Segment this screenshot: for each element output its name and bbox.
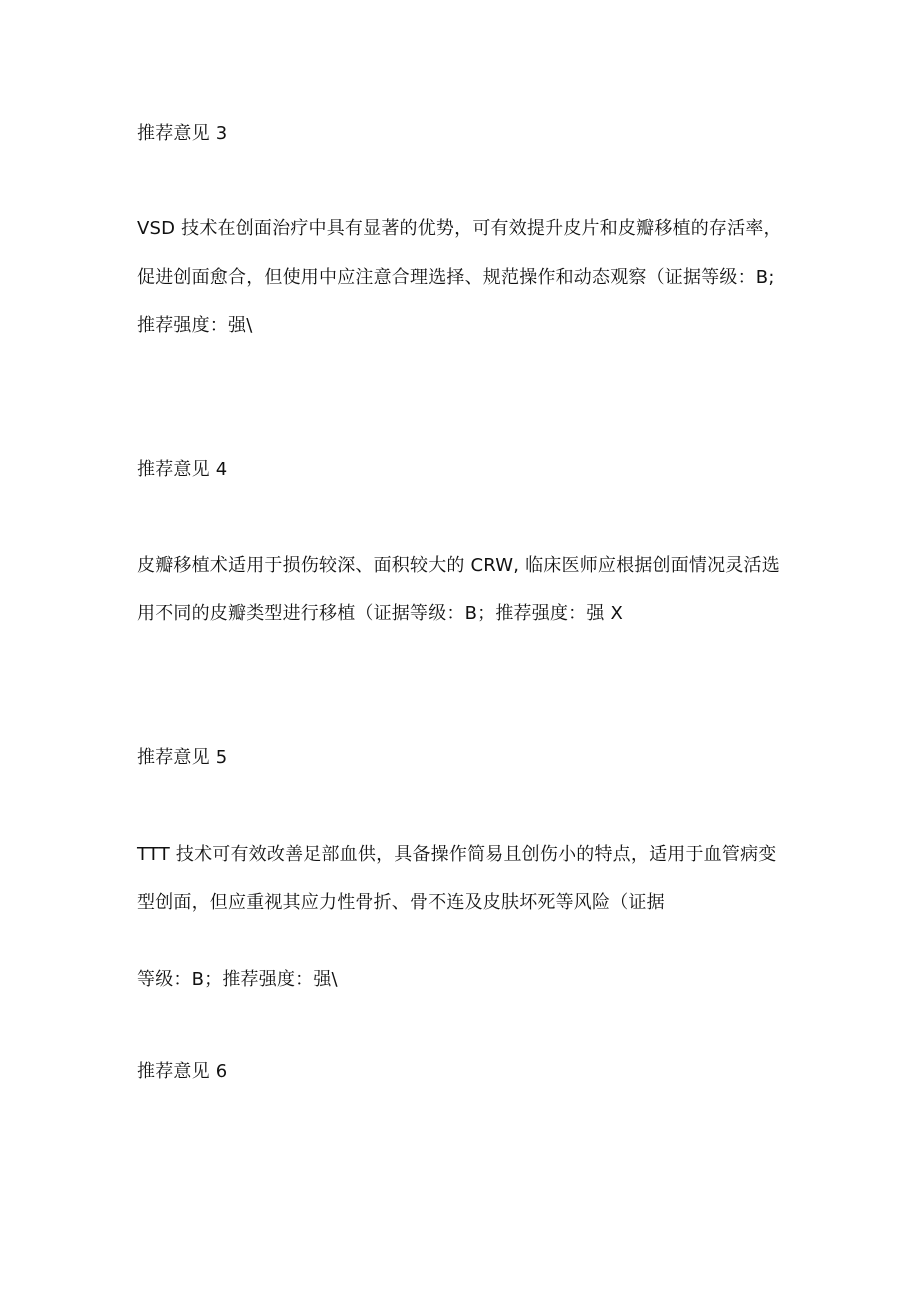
recommendation-heading: 推荐意见 3 <box>137 123 228 144</box>
recommendation-heading: 推荐意见 4 <box>137 459 228 480</box>
recommendation-text-line: TTT 技术可有效改善足部血供，具备操作简易且创伤小的特点，适用于血管病变 <box>137 844 777 865</box>
recommendation-text-line: VSD 技术在创面治疗中具有显著的优势，可有效提升皮片和皮瓣移植的存活率， <box>137 218 782 239</box>
recommendation-heading: 推荐意见 5 <box>137 747 228 768</box>
recommendation-text-line: 型创面，但应重视其应力性骨折、骨不连及皮肤坏死等风险（证据 <box>137 892 665 913</box>
recommendation-heading: 推荐意见 6 <box>137 1061 228 1082</box>
recommendation-text-line: 推荐强度：强\ <box>137 315 253 336</box>
recommendation-text-line: 等级：B；推荐强度：强\ <box>137 969 338 990</box>
recommendation-text-line: 皮瓣移植术适用于损伤较深、面积较大的 CRW, 临床医师应根据创面情况灵活选 <box>137 555 780 576</box>
recommendation-text-line: 促进创面愈合，但使用中应注意合理选择、规范操作和动态观察（证据等级：B; <box>137 267 775 288</box>
recommendation-text-line: 用不同的皮瓣类型进行移植（证据等级：B；推荐强度：强 X <box>137 603 623 624</box>
